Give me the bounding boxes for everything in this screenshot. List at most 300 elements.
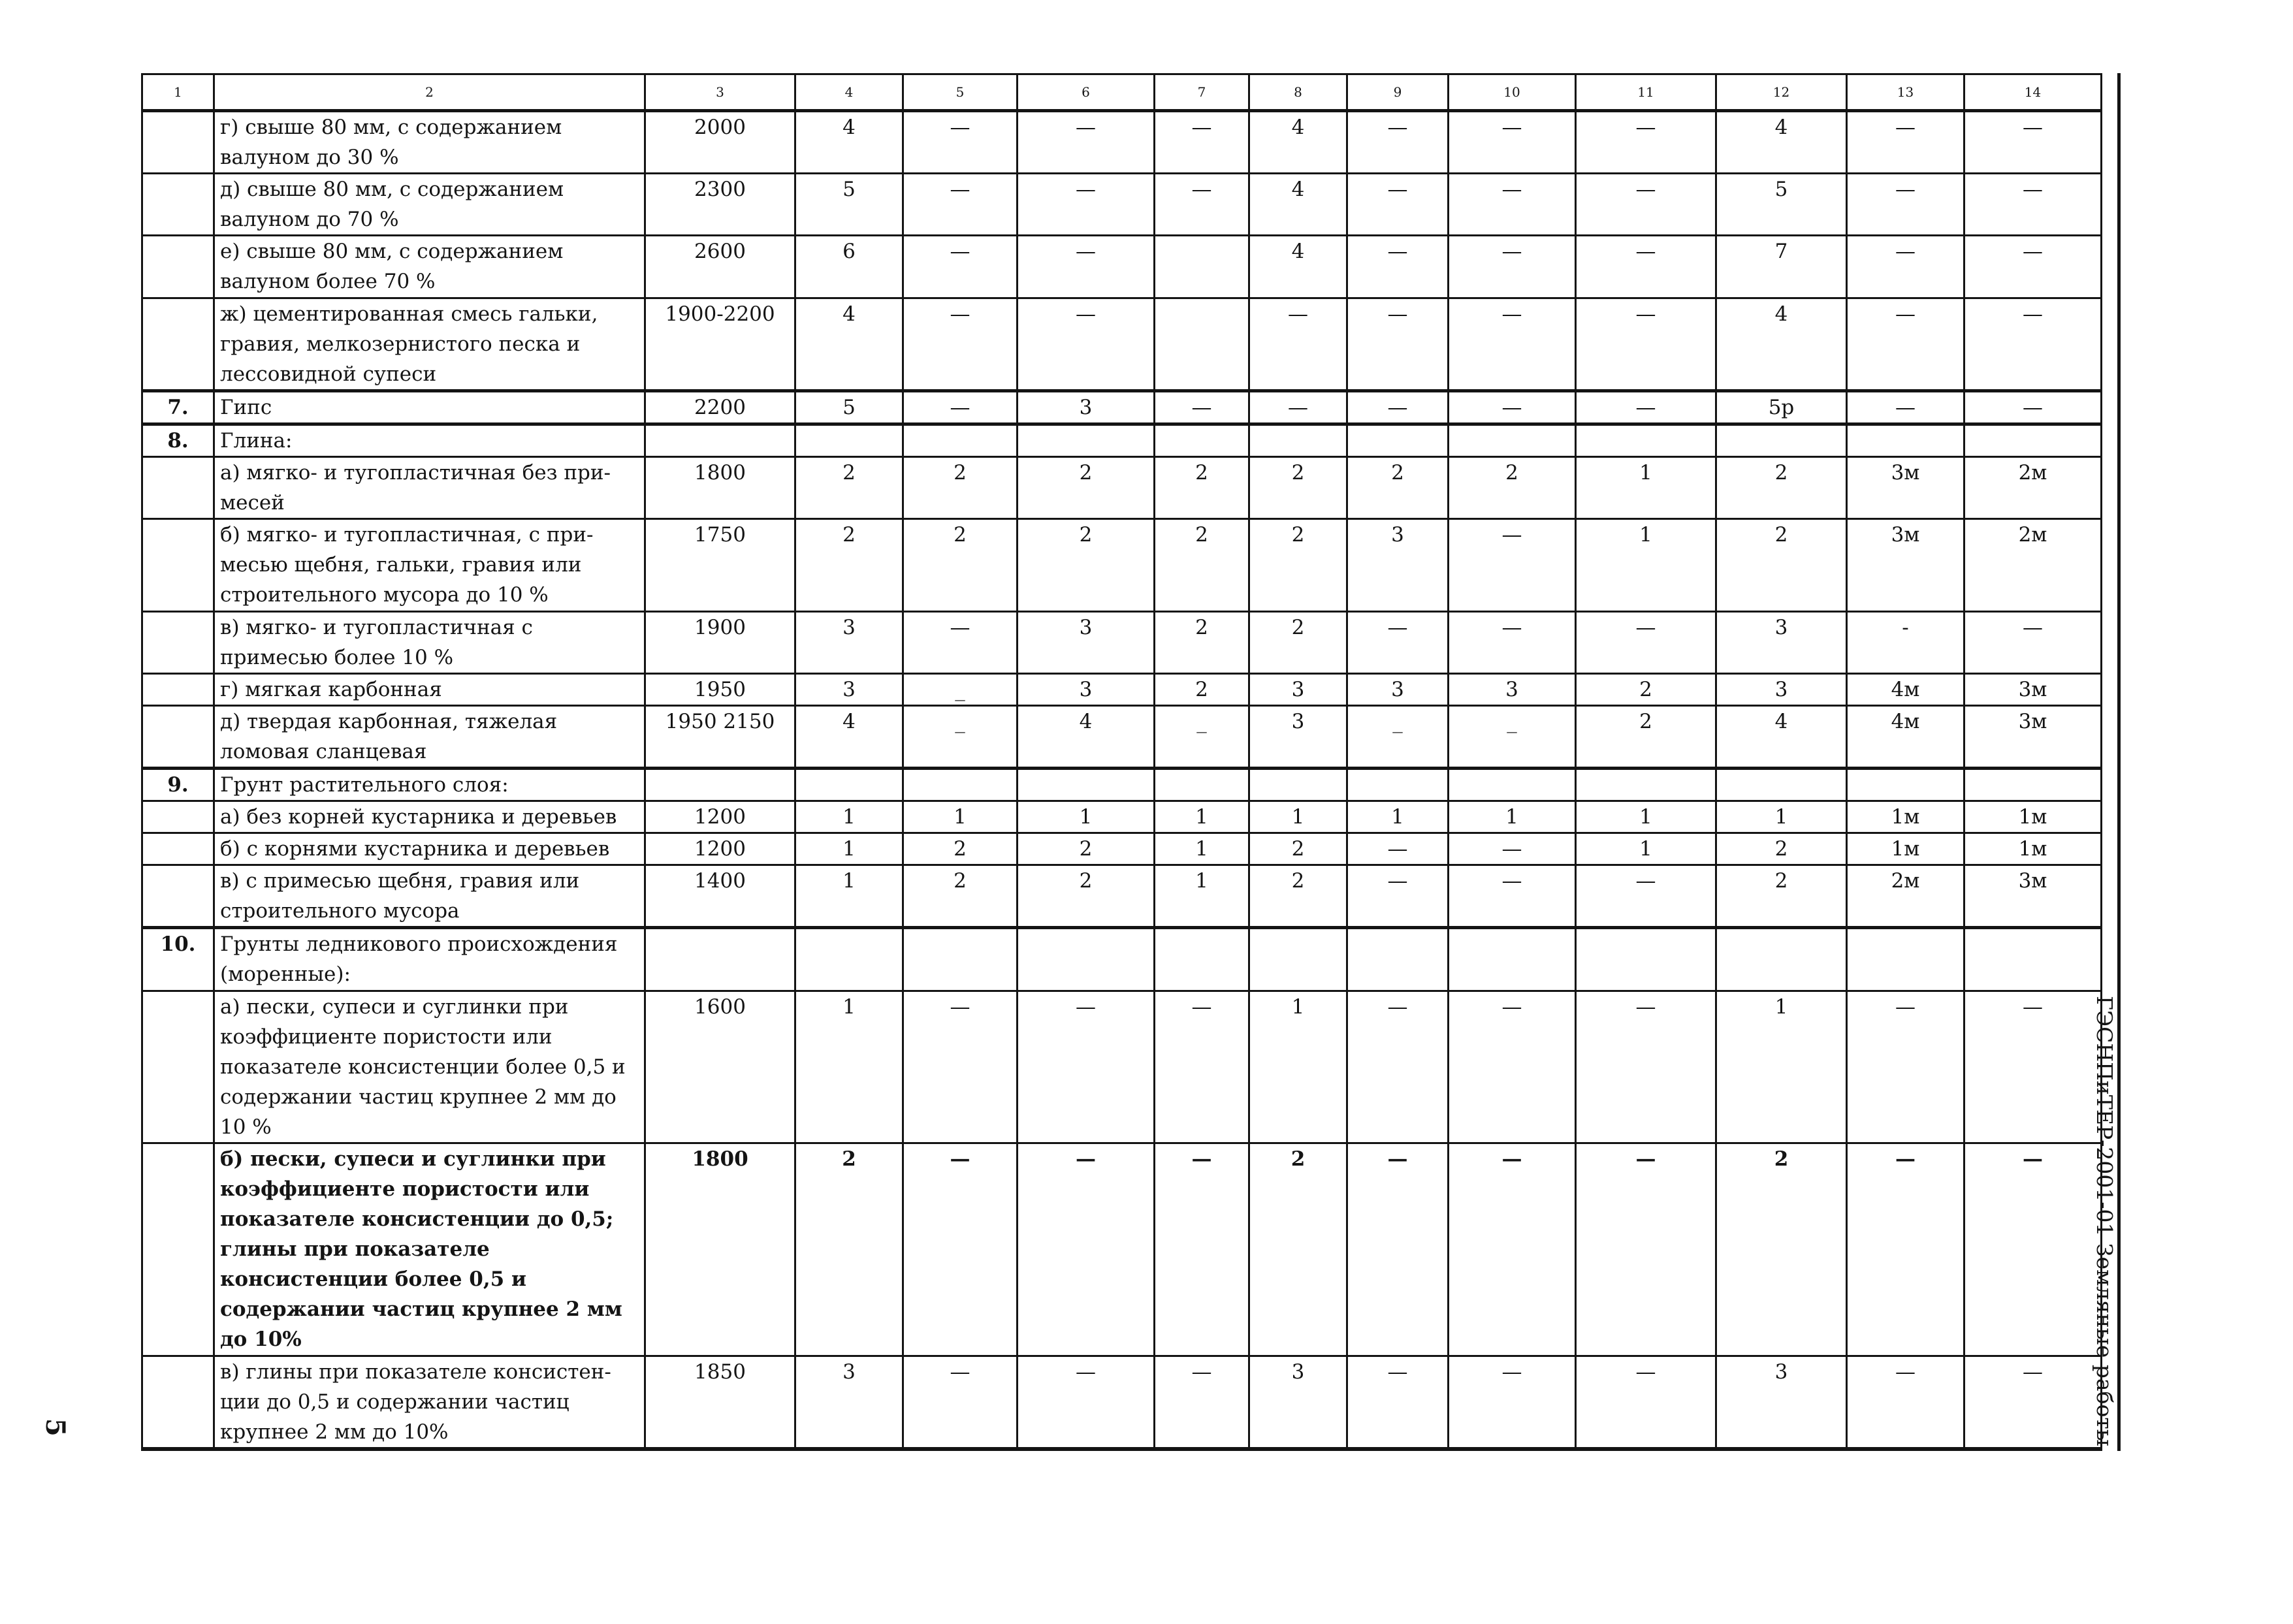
row-number-cell [142, 111, 214, 174]
soil-group-cell: 4 [1249, 111, 1347, 174]
soil-group-cell: 2 [1716, 457, 1847, 519]
soil-group-cell: — [1018, 1143, 1155, 1356]
soil-group-cell: 3 [795, 1356, 903, 1449]
soil-group-cell: 2 [1716, 833, 1847, 865]
soil-group-cell [1347, 424, 1449, 456]
soil-group-cell: — [1847, 390, 1964, 424]
soil-group-cell: — [1449, 1143, 1576, 1356]
soil-group-cell: 2 [1018, 457, 1155, 519]
row-number-cell [142, 236, 214, 298]
soil-group-cell: — [1347, 111, 1449, 174]
soil-group-cell [1716, 424, 1847, 456]
soil-description-cell: в) мягко- и тугопластичная с примесью более 10 % [214, 611, 645, 673]
soil-group-cell: — [1155, 174, 1249, 236]
soil-group-cell [1018, 768, 1155, 801]
soil-group-cell: 2 [1155, 457, 1249, 519]
soil-group-cell [1449, 768, 1576, 801]
soil-group-cell: — [1964, 174, 2102, 236]
table-row [142, 236, 2102, 298]
soil-group-cell: 3 [1347, 519, 1449, 611]
density-cell [645, 768, 795, 801]
soil-group-cell: — [1576, 1356, 1716, 1449]
soil-group-cell: 2 [795, 457, 903, 519]
soil-group-cell [1155, 928, 1249, 991]
soil-group-cell [1347, 928, 1449, 991]
soil-group-cell: — [1449, 611, 1576, 673]
soil-group-cell: 1 [1155, 833, 1249, 865]
soil-group-cell: 3м [1847, 457, 1964, 519]
soil-group-cell: — [1847, 1143, 1964, 1356]
soil-group-cell: 3 [1449, 673, 1576, 705]
soil-group-cell [1964, 768, 2102, 801]
soil-group-cell: — [1018, 111, 1155, 174]
table-row [142, 991, 2102, 1143]
table-row [142, 833, 2102, 865]
soil-group-cell: — [903, 1356, 1018, 1449]
soil-group-cell [1847, 424, 1964, 456]
soil-group-cell: — [1449, 236, 1576, 298]
soil-group-cell: — [903, 390, 1018, 424]
page-number: 5 [40, 1418, 71, 1437]
soil-group-cell: 2 [1716, 865, 1847, 928]
row-number-cell [142, 705, 214, 768]
density-cell: 1950 [645, 673, 795, 705]
table-row [142, 801, 2102, 833]
soil-group-cell: — [1576, 298, 1716, 390]
soil-group-cell: 5 [795, 390, 903, 424]
soil-group-cell: 3 [1249, 705, 1347, 768]
soil-group-cell: 1 [1576, 457, 1716, 519]
soil-group-cell: — [1964, 298, 2102, 390]
soil-description-cell: б) пески, супеси и суглинки при коэффициенте пористости или показателе консистенции до 0,5; глины при показателе консистенции более 0,5 и содержании частиц крупнее 2 мм до 10% [214, 1143, 645, 1356]
table-row [142, 705, 2102, 768]
soil-group-cell: 4 [1716, 705, 1847, 768]
soil-group-cell: 3 [1249, 1356, 1347, 1449]
soil-group-cell: 5 [795, 174, 903, 236]
density-cell: 1850 [645, 1356, 795, 1449]
density-cell [645, 928, 795, 991]
soil-group-cell: — [1018, 298, 1155, 390]
table-row [142, 298, 2102, 390]
soil-group-cell: 1м [1847, 801, 1964, 833]
row-number-cell [142, 457, 214, 519]
soil-group-cell: — [1964, 111, 2102, 174]
soil-group-cell: — [1576, 174, 1716, 236]
table-row [142, 928, 2102, 991]
soil-group-cell [1155, 298, 1249, 390]
soil-group-cell: 2 [1249, 457, 1347, 519]
density-cell: 1750 [645, 519, 795, 611]
soil-group-cell: 1 [1449, 801, 1576, 833]
soil-description-cell: б) с корнями кустарника и деревьев [214, 833, 645, 865]
soil-group-cell: — [1576, 611, 1716, 673]
soil-group-cell [1449, 424, 1576, 456]
table-row [142, 1356, 2102, 1449]
soil-group-cell [795, 424, 903, 456]
soil-group-cell: — [1449, 1356, 1576, 1449]
soil-group-cell: 3 [795, 673, 903, 705]
soil-group-cell: 2 [1716, 519, 1847, 611]
density-cell: 1200 [645, 801, 795, 833]
soil-group-cell: 5 [1716, 174, 1847, 236]
soil-group-cell: _ [1449, 705, 1576, 768]
table-row [142, 111, 2102, 174]
soil-group-cell: 3 [1018, 390, 1155, 424]
density-cell: 2200 [645, 390, 795, 424]
soil-group-cell: — [1347, 991, 1449, 1143]
table-row [142, 424, 2102, 456]
soil-group-cell: 2 [1249, 1143, 1347, 1356]
soil-group-cell: — [903, 298, 1018, 390]
soil-description-cell: а) мягко- и тугопластичная без при-месей [214, 457, 645, 519]
soil-group-cell: 1 [903, 801, 1018, 833]
soil-group-cell: — [1449, 519, 1576, 611]
soil-group-cell [795, 928, 903, 991]
soil-group-cell: 2м [1964, 519, 2102, 611]
soil-group-cell: 4 [1716, 298, 1847, 390]
soil-group-cell: 3 [1716, 611, 1847, 673]
soil-description-cell: Гипс [214, 390, 645, 424]
row-number-cell [142, 865, 214, 928]
soil-group-cell: 1м [1964, 801, 2102, 833]
soil-group-cell: 2 [903, 865, 1018, 928]
soil-group-cell: — [1449, 991, 1576, 1143]
row-number-cell [142, 611, 214, 673]
row-number-cell [142, 519, 214, 611]
density-cell: 1800 [645, 457, 795, 519]
row-number-cell [142, 991, 214, 1143]
soil-group-cell: 3м [1964, 865, 2102, 928]
soil-description-cell: в) с примесью щебня, гравия или строительного мусора [214, 865, 645, 928]
soil-group-cell [1347, 768, 1449, 801]
column-header: 6 [1018, 74, 1155, 111]
soil-group-cell: — [1847, 174, 1964, 236]
soil-group-cell: 2 [1155, 611, 1249, 673]
soil-group-cell: — [1018, 174, 1155, 236]
soil-group-cell [1449, 928, 1576, 991]
soil-group-cell: — [1576, 865, 1716, 928]
soil-group-cell: — [1576, 111, 1716, 174]
column-header: 8 [1249, 74, 1347, 111]
soil-group-cell: 2 [1347, 457, 1449, 519]
column-header: 11 [1576, 74, 1716, 111]
soil-group-cell [1018, 928, 1155, 991]
soil-group-cell: 3 [795, 611, 903, 673]
soil-group-cell: 3м [1964, 673, 2102, 705]
soil-group-cell: — [1964, 991, 2102, 1143]
column-header: 5 [903, 74, 1018, 111]
row-number-cell [142, 1356, 214, 1449]
density-cell [645, 424, 795, 456]
soil-group-cell: 3 [1018, 611, 1155, 673]
soil-group-cell [1249, 768, 1347, 801]
soil-group-cell: — [1964, 236, 2102, 298]
soil-description-cell: б) мягко- и тугопластичная, с при-месью щебня, гальки, гравия или строительного мусора до 10 % [214, 519, 645, 611]
soil-group-cell: 2 [903, 457, 1018, 519]
soil-description-cell: а) пески, супеси и суглинки при коэффициенте пористости или показателе консистенции более 0,5 и содержании частиц крупнее 2 мм до 10 % [214, 991, 645, 1143]
soil-group-cell: 3м [1847, 519, 1964, 611]
row-number-cell: 7. [142, 390, 214, 424]
soil-group-cell: 2м [1847, 865, 1964, 928]
soil-group-cell: — [903, 174, 1018, 236]
soil-group-cell [1576, 768, 1716, 801]
soil-classification-table [141, 73, 2102, 1451]
soil-group-cell: — [1964, 611, 2102, 673]
soil-group-cell: 1 [1716, 801, 1847, 833]
soil-group-cell: — [1347, 833, 1449, 865]
density-cell: 1950 2150 [645, 705, 795, 768]
soil-group-cell [903, 424, 1018, 456]
soil-group-cell: 2 [1249, 519, 1347, 611]
soil-group-cell: — [1449, 111, 1576, 174]
soil-group-cell: — [1449, 390, 1576, 424]
soil-group-cell: — [1576, 991, 1716, 1143]
table-row [142, 611, 2102, 673]
soil-group-cell: — [903, 236, 1018, 298]
soil-group-cell: _ [1155, 705, 1249, 768]
soil-group-cell: — [1155, 1356, 1249, 1449]
soil-group-cell: — [1964, 390, 2102, 424]
column-header-row [142, 74, 2102, 111]
row-number-cell [142, 801, 214, 833]
soil-group-cell: — [903, 611, 1018, 673]
soil-group-cell: — [1964, 1356, 2102, 1449]
row-number-cell [142, 174, 214, 236]
column-header: 2 [214, 74, 645, 111]
soil-group-cell: 2 [1249, 865, 1347, 928]
soil-group-cell: — [1018, 991, 1155, 1143]
soil-group-cell: 1 [1716, 991, 1847, 1143]
soil-group-cell: — [1347, 298, 1449, 390]
soil-group-cell: 4 [795, 111, 903, 174]
soil-group-cell [1155, 768, 1249, 801]
density-cell: 1900-2200 [645, 298, 795, 390]
soil-description-cell: Грунт растительного слоя: [214, 768, 645, 801]
soil-group-cell: 1 [1576, 833, 1716, 865]
soil-group-cell: 2 [1018, 519, 1155, 611]
soil-group-cell: 3 [1018, 673, 1155, 705]
column-header: 14 [1964, 74, 2102, 111]
soil-group-cell: — [1249, 390, 1347, 424]
soil-group-cell [903, 928, 1018, 991]
soil-group-cell [1716, 928, 1847, 991]
row-number-cell: 9. [142, 768, 214, 801]
soil-group-cell: 2 [1155, 673, 1249, 705]
soil-group-cell: — [1347, 611, 1449, 673]
density-cell: 1800 [645, 1143, 795, 1356]
soil-description-cell: е) свыше 80 мм, с содержанием валуном более 70 % [214, 236, 645, 298]
soil-group-cell: 6 [795, 236, 903, 298]
soil-description-cell: г) свыше 80 мм, с содержанием валуном до 30 % [214, 111, 645, 174]
soil-group-cell: 2 [1249, 833, 1347, 865]
soil-group-cell: — [1576, 390, 1716, 424]
soil-group-cell [1155, 236, 1249, 298]
row-number-cell: 8. [142, 424, 214, 456]
soil-group-cell [1576, 424, 1716, 456]
soil-group-cell: — [1347, 390, 1449, 424]
row-number-cell [142, 673, 214, 705]
soil-group-cell: — [1347, 865, 1449, 928]
soil-group-cell: — [1847, 111, 1964, 174]
row-number-cell [142, 833, 214, 865]
soil-group-cell: 3м [1964, 705, 2102, 768]
density-cell: 2000 [645, 111, 795, 174]
soil-group-cell: — [1576, 236, 1716, 298]
soil-group-cell: — [1249, 298, 1347, 390]
soil-group-cell: 1 [1155, 865, 1249, 928]
soil-group-cell: — [1347, 174, 1449, 236]
soil-group-cell: — [1347, 1143, 1449, 1356]
soil-group-cell [1716, 768, 1847, 801]
soil-group-cell: — [1449, 865, 1576, 928]
soil-group-cell: — [1449, 833, 1576, 865]
soil-group-cell: 4м [1847, 705, 1964, 768]
soil-group-cell: _ [1347, 705, 1449, 768]
table-row [142, 673, 2102, 705]
soil-description-cell: д) свыше 80 мм, с содержанием валуном до 70 % [214, 174, 645, 236]
soil-group-cell: 2 [1449, 457, 1576, 519]
soil-description-cell: г) мягкая карбонная [214, 673, 645, 705]
soil-group-cell: 1м [1964, 833, 2102, 865]
table-row [142, 865, 2102, 928]
soil-description-cell: а) без корней кустарника и деревьев [214, 801, 645, 833]
soil-group-cell: 3 [1716, 1356, 1847, 1449]
soil-group-cell [903, 768, 1018, 801]
density-cell: 1900 [645, 611, 795, 673]
soil-group-cell: — [1847, 236, 1964, 298]
soil-group-cell: — [1847, 991, 1964, 1143]
soil-group-cell: 2 [1155, 519, 1249, 611]
soil-group-cell: — [1018, 1356, 1155, 1449]
soil-group-cell [1155, 424, 1249, 456]
table-row [142, 390, 2102, 424]
row-number-cell: 10. [142, 928, 214, 991]
soil-group-cell: — [1018, 236, 1155, 298]
soil-group-cell: 2 [1018, 865, 1155, 928]
soil-group-cell [1847, 768, 1964, 801]
soil-group-cell: — [1155, 991, 1249, 1143]
soil-description-cell: в) глины при показателе консистен-ции до 0,5 и содержании частиц крупнее 2 мм до 10% [214, 1356, 645, 1449]
soil-group-cell: — [903, 111, 1018, 174]
column-header: 10 [1449, 74, 1576, 111]
column-header: 12 [1716, 74, 1847, 111]
soil-group-cell: 1 [1249, 801, 1347, 833]
soil-group-cell [1249, 928, 1347, 991]
soil-group-cell: 1 [1018, 801, 1155, 833]
soil-group-cell [1018, 424, 1155, 456]
soil-group-cell: 1 [1155, 801, 1249, 833]
column-header: 9 [1347, 74, 1449, 111]
table-row [142, 174, 2102, 236]
soil-group-cell: 1 [1576, 519, 1716, 611]
soil-group-cell: _ [903, 673, 1018, 705]
column-header: 4 [795, 74, 903, 111]
soil-group-cell: 1 [795, 865, 903, 928]
row-number-cell [142, 298, 214, 390]
soil-description-cell: д) твердая карбонная, тяжелая ломовая сланцевая [214, 705, 645, 768]
table-row [142, 519, 2102, 611]
table-row [142, 768, 2102, 801]
soil-group-cell: 5р [1716, 390, 1847, 424]
column-header: 13 [1847, 74, 1964, 111]
soil-group-cell: 3 [1249, 673, 1347, 705]
soil-group-cell: - [1847, 611, 1964, 673]
soil-group-cell: 2 [795, 519, 903, 611]
soil-group-cell: — [1347, 1356, 1449, 1449]
soil-group-cell: 4 [1249, 236, 1347, 298]
soil-group-cell [1964, 424, 2102, 456]
soil-group-cell: 1 [795, 833, 903, 865]
soil-group-cell: 1 [1576, 801, 1716, 833]
soil-group-cell [1576, 928, 1716, 991]
soil-group-cell: 2 [1576, 673, 1716, 705]
density-cell: 1400 [645, 865, 795, 928]
soil-group-cell [1249, 424, 1347, 456]
soil-group-cell: 4 [1249, 174, 1347, 236]
soil-group-cell: 4м [1847, 673, 1964, 705]
column-header: 7 [1155, 74, 1249, 111]
soil-group-cell: 2 [1249, 611, 1347, 673]
column-header: 1 [142, 74, 214, 111]
density-cell: 2600 [645, 236, 795, 298]
soil-group-cell: — [1449, 298, 1576, 390]
soil-group-cell: — [1964, 1143, 2102, 1356]
soil-group-cell: 4 [1716, 111, 1847, 174]
soil-group-cell: 2 [903, 519, 1018, 611]
soil-group-cell: — [1847, 298, 1964, 390]
soil-group-cell [795, 768, 903, 801]
soil-group-cell: — [903, 1143, 1018, 1356]
soil-group-cell: 2 [795, 1143, 903, 1356]
soil-description-cell: Глина: [214, 424, 645, 456]
soil-group-cell: — [1155, 1143, 1249, 1356]
soil-group-cell: 7 [1716, 236, 1847, 298]
soil-group-cell: — [1155, 111, 1249, 174]
row-number-cell [142, 1143, 214, 1356]
soil-group-cell: 1 [1347, 801, 1449, 833]
soil-group-cell [1964, 928, 2102, 991]
soil-group-cell: 3 [1347, 673, 1449, 705]
soil-group-cell: — [1449, 174, 1576, 236]
soil-group-cell: 4 [795, 298, 903, 390]
soil-group-cell: _ [903, 705, 1018, 768]
soil-description-cell: Грунты ледникового происхождения (моренные): [214, 928, 645, 991]
soil-group-cell: 4 [795, 705, 903, 768]
soil-group-cell: 2 [1576, 705, 1716, 768]
table-row [142, 1143, 2102, 1356]
soil-group-cell: 2м [1964, 457, 2102, 519]
soil-group-cell: — [1576, 1143, 1716, 1356]
soil-group-cell: 1 [795, 991, 903, 1143]
soil-group-cell: 1 [1249, 991, 1347, 1143]
soil-group-cell: 4 [1018, 705, 1155, 768]
column-header: 3 [645, 74, 795, 111]
soil-description-cell: ж) цементированная смесь гальки, гравия, мелкозернистого песка и лессовидной супеси [214, 298, 645, 390]
density-cell: 1600 [645, 991, 795, 1143]
document-side-title: ГЭСНПиТЕР-2001-01 Земляные работы [2092, 996, 2117, 1446]
soil-group-cell: — [1847, 1356, 1964, 1449]
soil-group-cell: 2 [1018, 833, 1155, 865]
soil-group-cell: — [1155, 390, 1249, 424]
soil-group-cell: — [903, 991, 1018, 1143]
soil-group-cell: 1 [795, 801, 903, 833]
soil-group-cell: 1м [1847, 833, 1964, 865]
soil-group-cell [1847, 928, 1964, 991]
soil-group-cell: — [1347, 236, 1449, 298]
soil-group-cell: 2 [903, 833, 1018, 865]
soil-group-cell: 3 [1716, 673, 1847, 705]
table-body [142, 74, 2102, 1450]
